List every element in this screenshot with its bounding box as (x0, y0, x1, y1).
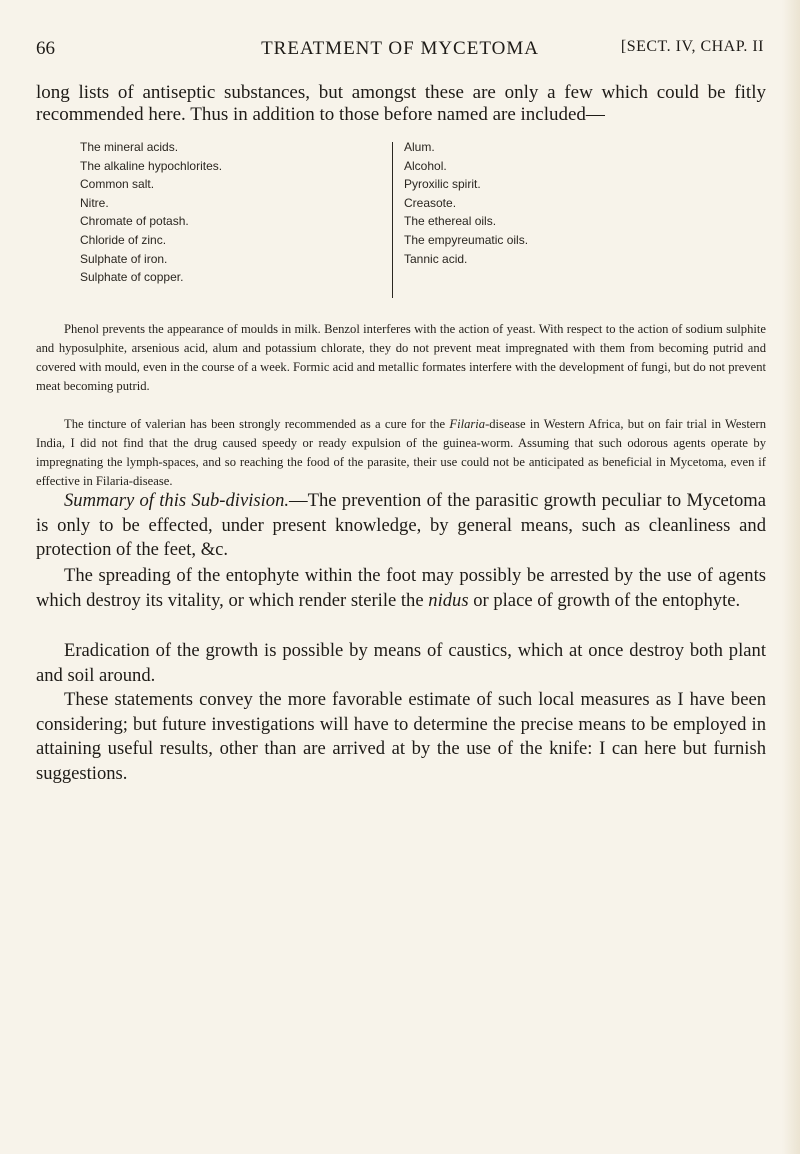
statements-paragraph: These statements convey the more favorable estimate of such local measures as I have been considering; but future investigations will have to determine the precise means to be employed in attaining useful results, other than are arrived at by the use of the knife: I can here but furnish suggestions. (36, 689, 766, 784)
running-header (36, 38, 764, 66)
spreading-paragraph (36, 564, 766, 613)
summary-text: —The prevention of the parasitic growth peculiar to Mycetoma is only to be effected, under present knowledge, by general means, such as cleanliness and protection of the feet, &c. (36, 490, 766, 560)
column-divider (392, 142, 393, 298)
list-item: Sulphate of iron. (80, 251, 168, 266)
filaria-italic: Filaria (449, 417, 486, 431)
running-title: TREATMENT OF MYCETOMA (261, 38, 539, 59)
antiseptic-list-left (80, 138, 350, 287)
list-item: The empyreumatic oils. (404, 232, 529, 247)
spreading-text-before: The spreading of the entophyte within the foot may possibly be arrested by the use of agents which destroy its vitality, or which render sterile the (36, 565, 766, 611)
list-item: Creasote. (404, 195, 457, 210)
list-item: The ethereal oils. (404, 214, 497, 229)
page-edge-shadow (782, 0, 800, 1154)
list-item: Sulphate of copper. (80, 270, 184, 285)
nidus-italic: nidus (428, 589, 469, 611)
valerian-text-before: The tincture of valerian has been strongly recommended as a cure for the (64, 417, 450, 431)
summary-heading: Summary of this Sub-division. (64, 490, 290, 511)
antiseptic-lists (80, 138, 700, 308)
intro-paragraph: long lists of antiseptic substances, but amongst these are only a few which could be fitly recommended here. Thus in addition to those before named are included— (36, 82, 766, 125)
list-item: Alcohol. (404, 158, 447, 173)
list-item: Tannic acid. (404, 251, 468, 266)
list-item: Common salt. (80, 177, 155, 192)
phenol-paragraph: Phenol prevents the appearance of moulds in milk. Benzol interferes with the action of yeast. With respect to the action of sodium sulphite and hyposulphite, arsenious acid, alum and potassium chlorate, they do not prevent meat impregnated with them from becoming putrid and covered with mould, even in the course of a week. Formic acid and metallic formates interfere with the development of fungi, but do not prevent meat becoming putrid. (36, 322, 766, 393)
list-item: Chloride of zinc. (80, 232, 167, 247)
valerian-paragraph (36, 415, 766, 491)
page-number: 66 (36, 38, 55, 59)
section-reference: [SECT. IV, CHAP. II (620, 38, 764, 55)
list-item: The alkaline hypochlorites. (80, 158, 223, 173)
valerian-text-after: -disease in Western Africa, but on fair trial in Western India, I did not find that the drug caused speedy or ready expulsion of the guinea-worm. Assuming that such odorous agents operate by impregnating the lymph-spaces, and so reaching the food of the parasite, their use could not be anticipated as beneficial in Mycetoma, even if effective in Filaria-disease. (36, 417, 766, 488)
list-item: Nitre. (80, 195, 109, 210)
summary-paragraph (36, 489, 766, 563)
antiseptic-list-right (404, 138, 684, 268)
eradication-paragraph: Eradication of the growth is possible by means of caustics, which at once destroy both plant and soil around. (36, 640, 766, 686)
list-item: Chromate of potash. (80, 214, 189, 229)
list-item: Pyroxilic spirit. (404, 177, 481, 192)
list-item: Alum. (404, 140, 435, 154)
list-item: The mineral acids. (80, 140, 179, 154)
spreading-text-after: or place of growth of the entophyte. (468, 589, 741, 611)
